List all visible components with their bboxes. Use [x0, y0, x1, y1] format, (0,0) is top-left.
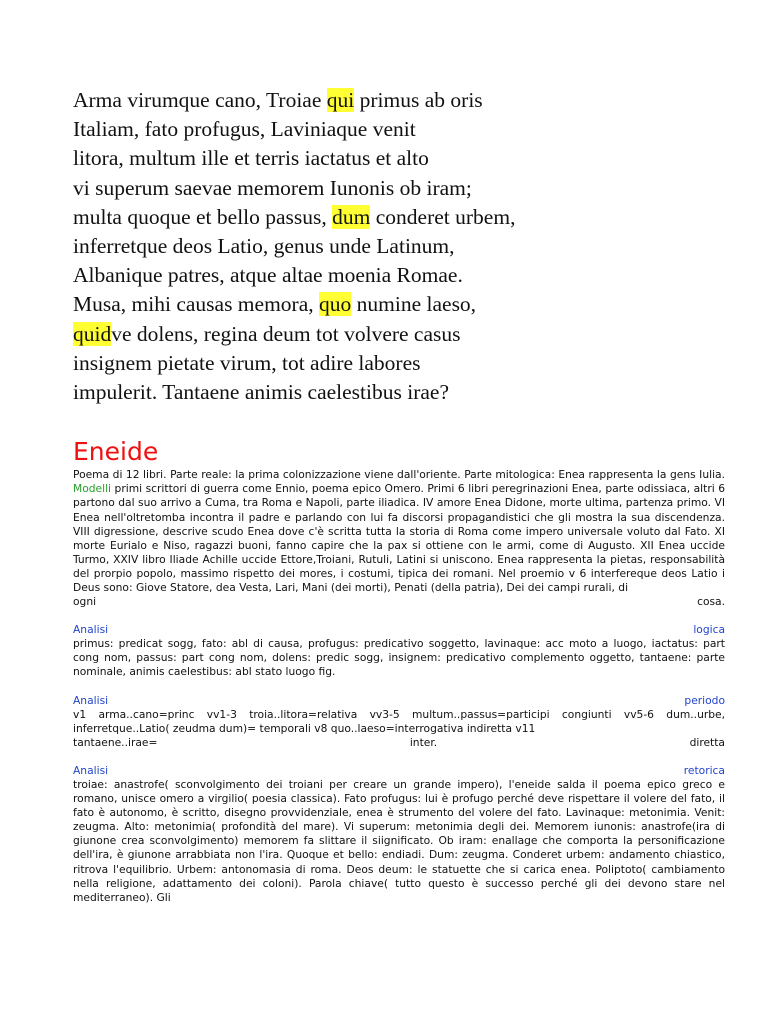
justified-last-line: ogni cosa.	[73, 595, 725, 609]
document-page	[73, 86, 725, 905]
poem-block	[73, 86, 725, 407]
analysis-heading: Analisi logica	[73, 623, 725, 637]
poem-line: impulerit. Tantaene animis caelestibus irae?	[73, 380, 449, 405]
highlighted-word: qui	[326, 88, 355, 112]
justified-last-line: tantaene..irae= inter. diretta	[73, 735, 725, 749]
poem-line: insignem pietate virum, tot adire labores	[73, 350, 421, 375]
poem-line: Arma virumque cano, Troiae qui primus ab oris	[73, 88, 483, 112]
analysis-section-logica	[73, 623, 725, 679]
poem-line: Musa, mihi causas memora, quo numine laeso,	[73, 292, 477, 317]
poem-line: Albanique patres, atque altae moenia Romae.	[73, 263, 463, 288]
poem-line: litora, multum ille et terris iactatus et alto	[73, 146, 429, 171]
highlighted-word: quo	[319, 292, 352, 317]
highlighted-word: quid	[73, 321, 112, 346]
analysis-body: troiae: anastrofe( sconvolgimento dei troiani per creare un grande impero), l'eneide salda il poema epico greco e romano, unisce omero a virgilio( poesia classica). Fato profugus: lui è profugo perché deve rispettare il volere del fato, il fato è autonomo, è scritto, disegno provvidenziale, enea è strumento del volere del fato. Lavinaque: metonimia. Venit: zeugma. Alto: metonimia( profondità del mare). Vi superum: metonimia degli dei. Memorem iunonis: anastrofe(ira di giunone crea sconvolgimento) memorem fa slittare il siignificato. Ob iram: enallage che comporta la personificazione dell'ira, è giunone arrabbiata non l'ira. Quoque et bello: endiadi. Dum: zeugma. Conderet urbem: andamento chiastico, ritrova l'equilibrio. Urbem: antonomasia di roma. Deos deum: le statuette che si carica enea. Poliptoto( cambiamento nella religione, adattamento dei coloni). Parola chiave( tutto questo è successo perché gli dei devono stare nel mediterraneo). Gli	[73, 778, 725, 904]
analysis-section-retorica	[73, 764, 725, 905]
analysis-body: v1 arma..cano=princ vv1-3 troia..litora=relativa vv3-5 multum..passus=participi congiunti vv5-6 dum..urbe, inferretque..Latio( zeudma dum)= temporali v8 quo..laeso=interrogativa indiretta v11	[73, 707, 725, 735]
highlighted-word: dum	[332, 204, 371, 229]
poem-line: Italiam, fato profugus, Laviniaque venit	[73, 117, 416, 142]
poem-line: multa quoque et bello passus, dum conderet urbem,	[73, 204, 516, 229]
section-title: Eneide	[73, 437, 159, 467]
poem-line: vi superum saevae memorem Iunonis ob iram;	[73, 175, 472, 200]
poem-line: inferretque deos Latio, genus unde Latinum,	[73, 234, 455, 259]
poem-line: quidve dolens, regina deum tot volvere casus	[73, 321, 461, 346]
analysis-heading: Analisi periodo	[73, 693, 725, 707]
models-keyword: Modelli	[73, 482, 112, 496]
analysis-body: primus: predicat sogg, fato: abl di causa, profugus: predicativo soggetto, lavinaque: acc moto a luogo, iactatus: part cong nom, passus: part cong nom, dolens: predic sogg, insignem: predicativo complemento oggetto, tantaene: parte nominale, animis caelestibus: abl stato luogo fig.	[73, 637, 725, 679]
analysis-section-periodo	[73, 694, 725, 750]
analysis-heading: Analisi retorica	[73, 763, 725, 777]
intro-paragraph: Poema di 12 libri. Parte reale: la prima colonizzazione viene dall'oriente. Parte mitologica: Enea rappresenta la gens Iulia. Modelli primi scrittori di guerra come Ennio, poema epico Omero. Primi 6 libri peregrinazioni Enea, parte odissiaca, altri 6 partono dal suo arrivo a Cuma, tra Roma e Napoli, parte iliadica. IV amore Enea Didone, morte ultima, partenza primo. VI Enea nell'oltretomba incontra il padre e parlando con lui fa discorsi propagandistici che gli mostra la sua discendenza. VIII digressione, descrive scudo Enea dove c'è scritta tutta la storia di Roma come impero universale voluto dal Fato. XI morte Eurialo e Niso, ragazzi buoni, fanno capire che la pax si ottiene con le armi, come di Augusto. XII Enea uccide Turmo, XXIV libro Iliade Achille uccide Ettore,Troiani, Rutuli, Latini si uniscono. Enea rappresenta la pietas, responsabilità del prorpio popolo, massimo rispetto dei mores, i costumi, tipica dei romani. Nel proemio v 6 interfereque deos Latio i Deus sono: Giove Statore, dea Vesta, Lari, Mani (dei morti), Penati (della patria), Dei dei campi rurali, di ogni cosa.	[73, 468, 725, 609]
